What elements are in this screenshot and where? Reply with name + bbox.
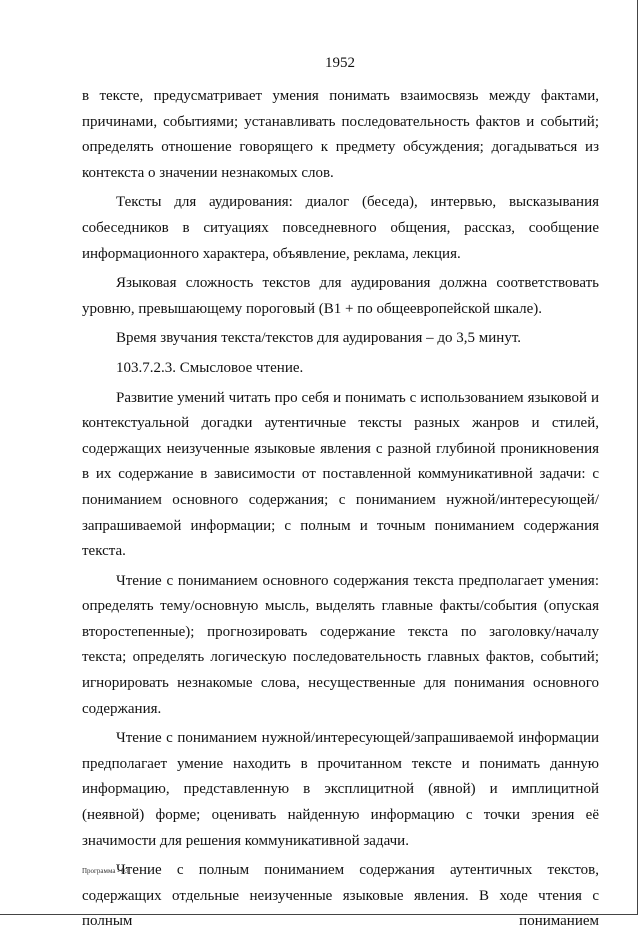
footer-label: Программа - 03 [82, 867, 129, 875]
paragraph-reading-skills: Развитие умений читать про себя и понимать с использованием языковой и контекстуальной догадки аутентичные тексты разных жанров и стилей, содержащих неизученные языковые явления с разной глубиной проникновения в их содержание в зависимости от поставленной коммуникативной задачи: с пониманием основного содержания; с пониманием нужной/интересующей/запрашиваемой информации; с полным и точным пониманием содержания текста. [82, 389, 599, 560]
paragraph-audio-duration: Время звучания текста/текстов для аудирования – до 3,5 минут. [116, 330, 522, 347]
paragraph-full-understanding-reading: Чтение с полным пониманием содержания аутентичных текстов, содержащих отдельные неизученные языковые явления. В ходе чтения с полным пониманием [82, 862, 599, 930]
paragraph-specific-info-reading: Чтение с пониманием нужной/интересующей/запрашиваемой информации предполагает умение находить в прочитанном тексте и понимать данную информацию, представленную в эксплицитной (явной) и имплицитной (неявной) форме; оценивать найденную информацию с точки зрения её значимости для решения коммуникативной задачи. [82, 730, 599, 849]
paragraph-continuation: в тексте, предусматривает умения понимать взаимосвязь между фактами, причинами, событиями; устанавливать последовательность фактов и событий; определять отношение говорящего к предмету обсуждения; догадываться из контекста о значении незнакомых слов. [82, 88, 599, 181]
page-number: 1952 [325, 55, 355, 71]
paragraph-main-content-reading: Чтение с пониманием основного содержания текста предполагает умения: определять тему/основную мысль, выделять главные факты/события (опуская второстепенные); прогнозировать содержание текста по заголовку/началу текста; определять логическую последовательность главных фактов, событий; игнорировать незнакомые слова, несущественные для понимания основного содержания. [82, 572, 599, 717]
section-heading: 103.7.2.3. Смысловое чтение. [116, 359, 304, 376]
paragraph-listening-texts: Тексты для аудирования: диалог (беседа), интервью, высказывания собеседников в ситуациях повседневного общения, рассказ, сообщение информационного характера, объявление, реклама, лекция. [82, 194, 599, 262]
body-text [82, 84, 599, 935]
paragraph-language-complexity: Языковая сложность текстов для аудирования должна соответствовать уровню, превышающему пороговый (В1 + по общеевропейской шкале). [82, 275, 599, 317]
